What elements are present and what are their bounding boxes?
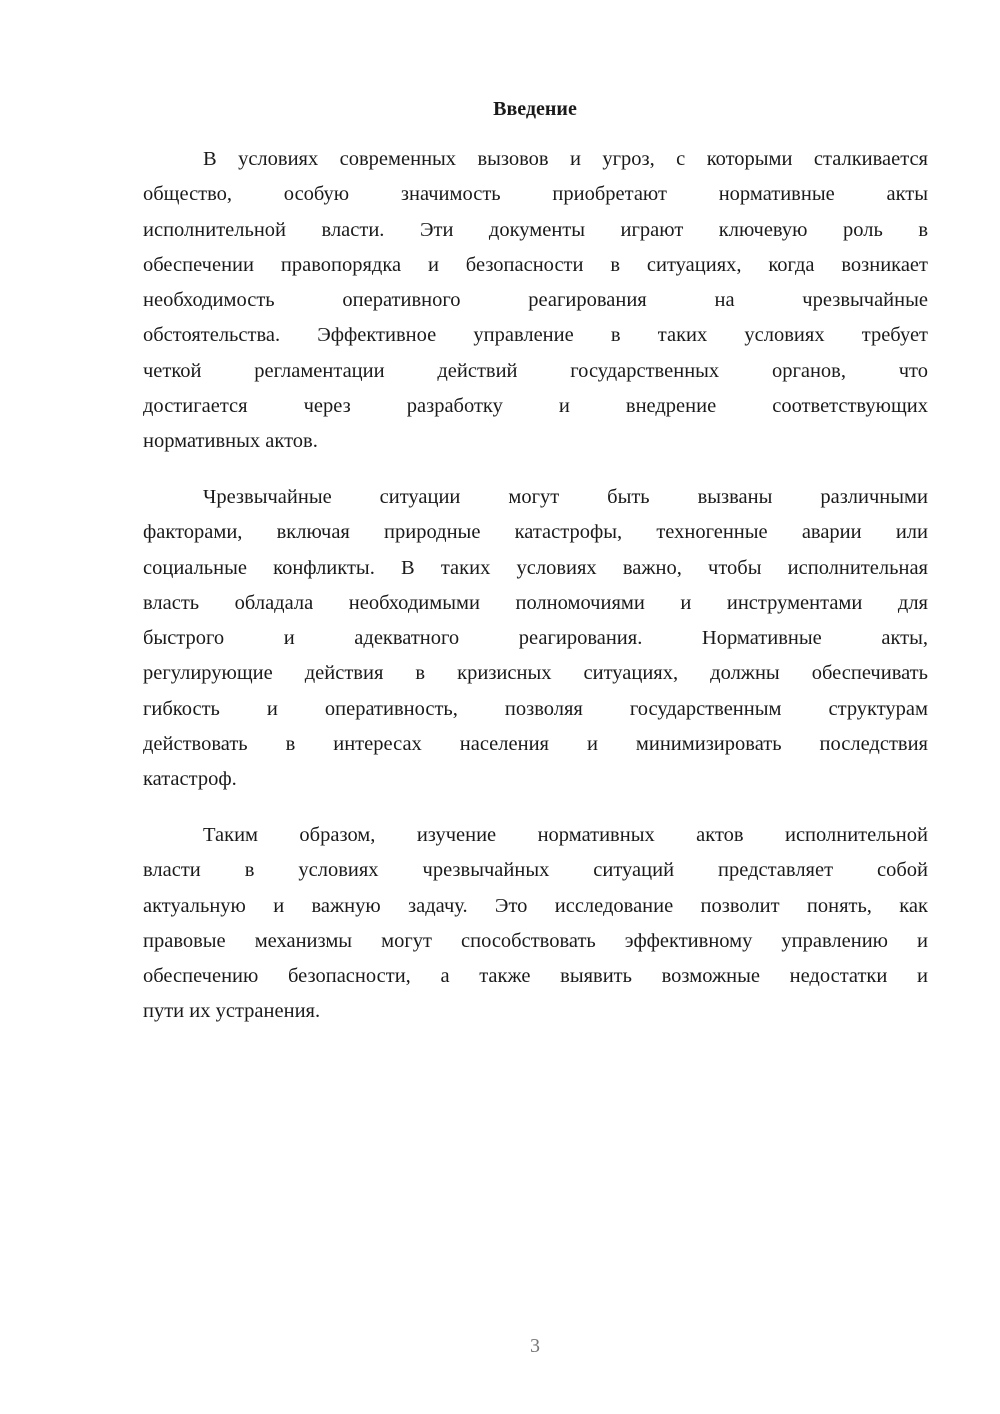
text-line: обстоятельства. Эффективное управление в таких условиях требует xyxy=(143,324,928,347)
paragraph-3 xyxy=(143,818,928,1030)
text-line: действовать в интересах населения и минимизировать последствия xyxy=(143,733,928,756)
text-line: нормативных актов. xyxy=(143,430,318,453)
text-line: гибкость и оперативность, позволяя государственным структурам xyxy=(143,697,928,720)
text-line: социальные конфликты. В таких условиях важно, чтобы исполнительная xyxy=(143,556,928,579)
text-line: Таким образом, изучение нормативных актов исполнительной xyxy=(203,824,928,846)
text-line: достигается через разработку и внедрение соответствующих xyxy=(143,395,928,418)
text-line: Чрезвычайные ситуации могут быть вызваны различными xyxy=(203,486,928,508)
text-line: катастроф. xyxy=(143,768,237,791)
text-line: актуальную и важную задачу. Это исследование позволит понять, как xyxy=(143,894,928,917)
text-line: пути их устранения. xyxy=(143,1000,321,1023)
paragraph-2 xyxy=(143,480,928,798)
text-line: власти в условиях чрезвычайных ситуаций представляет собой xyxy=(143,859,928,882)
text-line: исполнительной власти. Эти документы играют ключевую роль в xyxy=(143,218,928,241)
text-line: обеспечении правопорядка и безопасности в ситуациях, когда возникает xyxy=(143,253,928,276)
section-title: Введение xyxy=(493,98,577,120)
text-line: правовые механизмы могут способствовать эффективному управлению и xyxy=(143,929,928,952)
text-line: быстрого и адекватного реагирования. Нормативные акты, xyxy=(143,627,928,650)
text-line: В условиях современных вызовов и угроз, с которыми сталкивается xyxy=(203,148,928,170)
paragraph-1 xyxy=(143,142,928,460)
text-line: обеспечению безопасности, а также выявить возможные недостатки и xyxy=(143,965,928,988)
text-line: власть обладала необходимыми полномочиями и инструментами для xyxy=(143,591,928,614)
text-line: общество, особую значимость приобретают нормативные акты xyxy=(143,183,928,206)
text-line: факторами, включая природные катастрофы, техногенные аварии или xyxy=(143,521,928,544)
text-line: регулирующие действия в кризисных ситуациях, должны обеспечивать xyxy=(143,662,928,685)
text-line: четкой регламентации действий государственных органов, что xyxy=(143,359,928,382)
page-number: 3 xyxy=(530,1335,540,1357)
text-line: необходимость оперативного реагирования на чрезвычайные xyxy=(143,289,928,312)
